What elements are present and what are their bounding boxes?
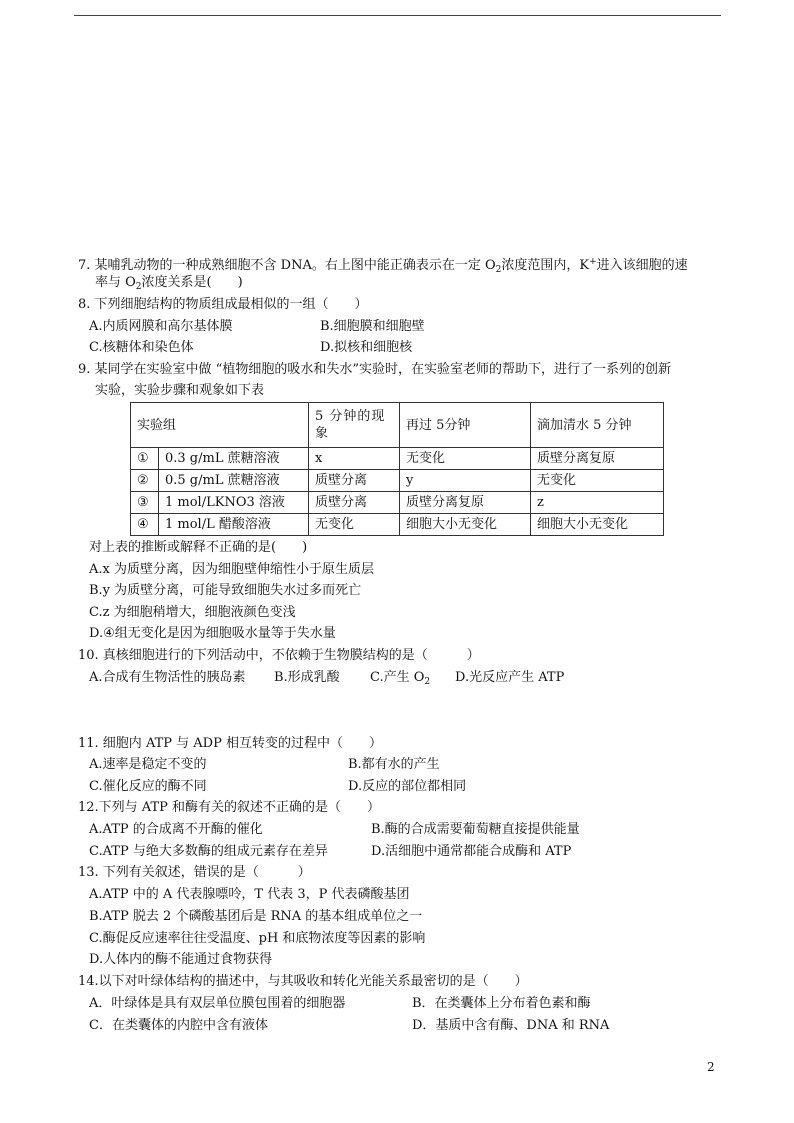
q9-stem-2: 实验，实验步骤和观象如下表 bbox=[95, 383, 265, 398]
q10-option-c-text: C.产生 O bbox=[370, 670, 425, 685]
row-cell: 细胞大小无变化 bbox=[400, 514, 531, 536]
table-row bbox=[131, 514, 664, 536]
row-cell: x bbox=[309, 448, 400, 470]
q14-stem: 14.以下对叶绿体结构的描述中，与其吸收和转化光能关系最密切的是（ ） bbox=[78, 974, 528, 989]
q7-text-b: 浓度范围内，K bbox=[501, 258, 590, 273]
q10-option-b: B.形成乳酸 bbox=[274, 670, 340, 685]
q13-option-d: D.人体内的酶不能通过食物获得 bbox=[89, 952, 273, 967]
row-number: ① bbox=[131, 448, 159, 470]
header-rule bbox=[74, 15, 721, 16]
row-solution: 0.5 g/mL 蔗糖溶液 bbox=[159, 470, 309, 492]
q10-option-c bbox=[370, 670, 430, 690]
q9-after: 对上表的推断或解释不正确的是( ) bbox=[89, 540, 308, 555]
q10-option-c-sub: 2 bbox=[424, 677, 431, 687]
row-solution: 0.3 g/mL 蔗糖溶液 bbox=[159, 448, 309, 470]
header-group: 实验组 bbox=[131, 403, 309, 448]
q7-sub-2b: 2 bbox=[135, 282, 142, 292]
header-water-5min: 滴加清水 5 分钟 bbox=[531, 403, 664, 448]
row-number: ② bbox=[131, 470, 159, 492]
page-number: 2 bbox=[707, 1060, 715, 1074]
table-row bbox=[131, 448, 664, 470]
row-cell: 细胞大小无变化 bbox=[531, 514, 664, 536]
row-cell: 质壁分离复原 bbox=[531, 448, 664, 470]
row-cell: y bbox=[400, 470, 531, 492]
q14-option-b: B．在类囊体上分布着色素和酶 bbox=[412, 996, 591, 1011]
q8-option-a: A.内质网膜和高尔基体膜 bbox=[89, 319, 233, 334]
q7-sup-plus: + bbox=[589, 257, 597, 267]
q7-line2 bbox=[95, 275, 243, 295]
q8-option-c: C.核糖体和染色体 bbox=[89, 340, 194, 355]
row-cell: 无变化 bbox=[309, 514, 400, 536]
q14-option-c: C．在类囊体的内腔中含有液体 bbox=[89, 1018, 268, 1033]
header-next-5min: 再过 5分钟 bbox=[400, 403, 531, 448]
row-cell: 质壁分离 bbox=[309, 470, 400, 492]
q11-option-d: D.反应的部位都相同 bbox=[348, 779, 467, 794]
q7-text-d: 率与 O bbox=[95, 275, 136, 290]
table-row bbox=[131, 470, 664, 492]
row-solution: 1 mol/L 醋酸溶液 bbox=[159, 514, 309, 536]
q10-option-d: D.光反应产生 ATP bbox=[455, 670, 565, 685]
row-number: ④ bbox=[131, 514, 159, 536]
row-number: ③ bbox=[131, 492, 159, 514]
q11-option-a: A.速率是稳定不变的 bbox=[89, 757, 207, 772]
table-row bbox=[131, 492, 664, 514]
q12-option-c: C.ATP 与绝大多数酶的组成元素存在差异 bbox=[89, 844, 328, 859]
q7-text-e: 浓度关系是( ) bbox=[141, 275, 243, 290]
q12-option-d: D.活细胞中通常都能合成酶和 ATP bbox=[371, 844, 572, 859]
q9-option-d: D.④组无变化是因为细胞吸水量等于失水量 bbox=[89, 626, 336, 641]
q9-stem-1: 9. 某同学在实验室中做 “植物细胞的吸水和失水”实验时，在实验室老师的帮助下，进行了一系列的创新 bbox=[78, 362, 671, 377]
q11-stem: 11. 细胞内 ATP 与 ADP 相互转变的过程中（ ） bbox=[78, 736, 382, 751]
table-header-row bbox=[131, 403, 664, 448]
row-cell: 无变化 bbox=[400, 448, 531, 470]
q8-stem: 8. 下列细胞结构的物质组成最相似的一组（ ） bbox=[78, 297, 368, 312]
q9-option-a: A.x 为质壁分离，因为细胞壁伸缩性小于原生质层 bbox=[89, 562, 374, 577]
q13-option-a: A.ATP 中的 A 代表腺嘌呤，T 代表 3，P 代表磷酸基团 bbox=[89, 887, 410, 902]
q12-option-b: B.酶的合成需要葡萄糖直接提供能量 bbox=[371, 822, 580, 837]
q12-stem: 12.下列与 ATP 和酶有关的叙述不正确的是（ ） bbox=[78, 800, 381, 815]
q10-stem: 10. 真核细胞进行的下列活动中，不依赖于生物膜结构的是（ ） bbox=[78, 648, 480, 663]
q7-text-a: 7. 某哺乳动物的一种成熟细胞不含 DNA。右上图中能正确表示在一定 O bbox=[78, 258, 496, 273]
q13-option-b: B.ATP 脱去 2 个磷酸基团后是 RNA 的基本组成单位之一 bbox=[89, 909, 423, 924]
q9-option-c: C.z 为细胞稍增大，细胞液颜色变浅 bbox=[89, 605, 296, 620]
q14-option-a: A．叶绿体是具有双层单位膜包围着的细胞器 bbox=[89, 996, 346, 1011]
row-cell: z bbox=[531, 492, 664, 514]
q11-option-b: B.都有水的产生 bbox=[348, 757, 440, 772]
q11-option-c: C.催化反应的酶不同 bbox=[89, 779, 207, 794]
q8-option-d: D.拟核和细胞核 bbox=[320, 340, 413, 355]
q13-stem: 13. 下列有关叙述，错误的是（ ） bbox=[78, 865, 311, 880]
row-cell: 质壁分离复原 bbox=[400, 492, 531, 514]
experiment-table bbox=[130, 402, 664, 536]
q10-option-a: A.合成有生物活性的胰岛素 bbox=[89, 670, 246, 685]
q7-sub-2: 2 bbox=[495, 265, 502, 275]
row-solution: 1 mol/LKNO3 溶液 bbox=[159, 492, 309, 514]
row-cell: 质壁分离 bbox=[309, 492, 400, 514]
q14-option-d: D．基质中含有酶、DNA 和 RNA bbox=[412, 1018, 610, 1033]
row-cell: 无变化 bbox=[531, 470, 664, 492]
q12-option-a: A.ATP 的合成离不开酶的催化 bbox=[89, 822, 263, 837]
header-5min: 5 分钟的现象 bbox=[309, 403, 400, 448]
q7-text-c: 进入该细胞的速 bbox=[596, 258, 688, 273]
q13-option-c: C.酶促反应速率往往受温度、pH 和底物浓度等因素的影响 bbox=[89, 931, 426, 946]
q8-option-b: B.细胞膜和细胞壁 bbox=[320, 319, 425, 334]
q9-option-b: B.y 为质壁分离，可能导致细胞失水过多而死亡 bbox=[89, 583, 362, 598]
